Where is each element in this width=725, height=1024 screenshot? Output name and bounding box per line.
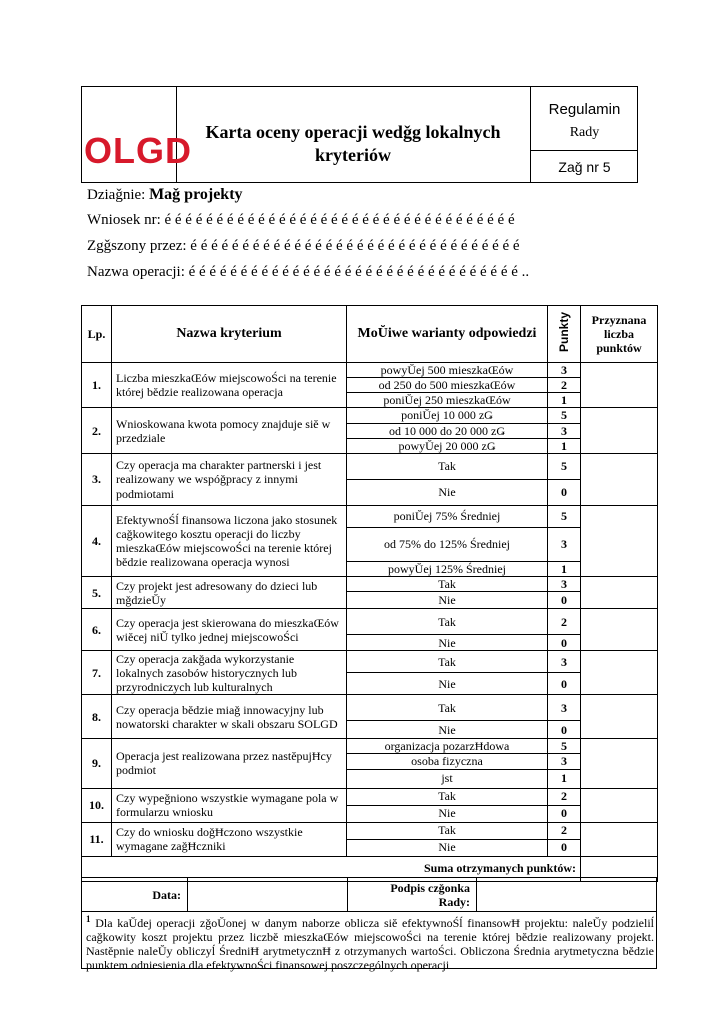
- date-label: Data:: [152, 888, 181, 902]
- row-criterion: Czy wypeǧniono wszystkie wymagane pola w formularzu wniosku: [112, 788, 347, 822]
- points-value: 0: [548, 673, 581, 695]
- col-awarded: Przyznana liczba punktów: [581, 306, 658, 363]
- answer-option: Tak: [347, 453, 548, 479]
- signature-label: [348, 881, 470, 909]
- row-criterion: Czy operacja zakǧada wykorzystanie lokalnych zasobów historycznych lub przyrodniczych lub kulturalnych: [112, 651, 347, 695]
- points-value: 2: [548, 788, 581, 805]
- answer-option: Tak: [347, 695, 548, 721]
- row-lp: 8.: [82, 695, 112, 739]
- points-value: 3: [548, 754, 581, 769]
- wniosek-line: Wniosek nr: é é é é é é é é é é é é é é é é é é é é é é é é é é é é é é é é é é: [87, 212, 515, 228]
- points-value: 1: [548, 561, 581, 576]
- answer-option: Nie: [347, 805, 548, 822]
- answer-option: Tak: [347, 822, 548, 839]
- points-value: 3: [548, 695, 581, 721]
- answer-option: poniŬej 10 000 zǤ: [347, 408, 548, 423]
- table-header-row: [82, 306, 658, 363]
- awarded-cell[interactable]: [581, 505, 658, 576]
- awarded-cell[interactable]: [581, 651, 658, 695]
- header-divider-h: [530, 150, 638, 151]
- points-value: 0: [548, 805, 581, 822]
- row-lp: 1.: [82, 363, 112, 408]
- points-value: 5: [548, 739, 581, 754]
- answer-option: Tak: [347, 651, 548, 673]
- points-value: 2: [548, 378, 581, 393]
- answer-option: organizacja pozarzĦdowa: [347, 739, 548, 754]
- table-row: [82, 739, 658, 754]
- points-value: 0: [548, 479, 581, 505]
- date-field[interactable]: [188, 878, 346, 911]
- answer-option: powyŬej 500 mieszkaŒów: [347, 363, 548, 378]
- signature-field[interactable]: [477, 878, 656, 911]
- row-lp: 4.: [82, 505, 112, 576]
- awarded-cell[interactable]: [581, 739, 658, 788]
- answer-option: poniŬej 75% Średniej: [347, 505, 548, 527]
- row-lp: 3.: [82, 453, 112, 505]
- awarded-cell[interactable]: [581, 609, 658, 651]
- signature-label-1: Podpis czǧonka: [390, 881, 470, 895]
- row-lp: 6.: [82, 609, 112, 651]
- col-name: Nazwa kryterium: [112, 306, 347, 363]
- answer-option: osoba fizyczna: [347, 754, 548, 769]
- awarded-cell[interactable]: [581, 695, 658, 739]
- awarded-cell[interactable]: [581, 408, 658, 453]
- points-value: 3: [548, 363, 581, 378]
- table-row: [82, 822, 658, 839]
- answer-option: powyŬej 20 000 zǤ: [347, 438, 548, 453]
- row-lp: 11.: [82, 822, 112, 856]
- title-line-2: kryteriów: [315, 145, 391, 165]
- col-variants: MoŬiwe warianty odpowiedzi: [347, 306, 548, 363]
- points-value: 5: [548, 505, 581, 527]
- answer-option: od 75% do 125% Średniej: [347, 527, 548, 561]
- answer-option: Tak: [347, 788, 548, 805]
- row-criterion: Operacja jest realizowana przez nastĕpujĦcy podmiot: [112, 739, 347, 788]
- points-value: 2: [548, 609, 581, 635]
- awarded-cell[interactable]: [581, 363, 658, 408]
- table-row: [82, 577, 658, 592]
- points-value: 2: [548, 822, 581, 839]
- answer-option: Tak: [347, 577, 548, 592]
- awarded-cell[interactable]: [581, 453, 658, 505]
- answer-option: poniŬej 250 mieszkaŒów: [347, 393, 548, 408]
- dzialanie-line: [87, 186, 243, 204]
- points-value: 1: [548, 438, 581, 453]
- row-criterion: Wnioskowana kwota pomocy znajduje siĕ w przedziale: [112, 408, 347, 453]
- nazwa-operacji-line: Nazwa operacji: é é é é é é é é é é é é é é é é é é é é é é é é é é é é é é é é ..: [87, 264, 530, 280]
- points-value: 5: [548, 453, 581, 479]
- title-line-1: Karta oceny operacji wedǧg lokalnych: [205, 122, 501, 142]
- attachment-number: Zaǧ nr 5: [558, 159, 611, 175]
- answer-option: od 250 do 500 mieszkaŒów: [347, 378, 548, 393]
- footnote: [86, 912, 654, 972]
- zgloszony-line: Zgǧszony przez: é é é é é é é é é é é é é é é é é é é é é é é é é é é é é é é é: [87, 238, 520, 254]
- row-lp: 9.: [82, 739, 112, 788]
- awarded-cell[interactable]: [581, 788, 658, 822]
- col-points: [548, 306, 581, 363]
- rady-label: Rady: [569, 125, 600, 140]
- awarded-cell[interactable]: [581, 577, 658, 609]
- table-row: [82, 695, 658, 721]
- table-row: [82, 651, 658, 673]
- row-criterion: Czy projekt jest adresowany do dzieci lub mǧdzieŬy: [112, 577, 347, 609]
- sum-label: Suma otrzymanych punktów:: [82, 856, 581, 881]
- footnote-text: Dla kaŬdej operacji zǧoŬonej w danym naborze oblicza siĕ efektywnoŚĺ finansowĦ projektu: naleŬy podzieliĺ caǧkowity koszt projektu przez liczbĕ mieszkaŒów miejscowoŚci na terenie której bĕdzie realizowany projekt. Nastĕpnie naleŬy obliczyĺ ŚredniĦ arytmetycznĦ z otrzymanych wartoŚci. Obliczona Średnia arytmetyczna bĕdzie punktem odniesienia dla efektywnoŚci finansowej poszczególnych operacji: [86, 916, 654, 972]
- answer-option: Nie: [347, 479, 548, 505]
- points-value: 3: [548, 423, 581, 438]
- row-criterion: Czy operacja bĕdzie miaǧ innowacyjny lub nowatorski charakter w skali obszaru SOLGD: [112, 695, 347, 739]
- signature-label-2: Rady:: [438, 895, 470, 909]
- answer-option: jst: [347, 769, 548, 788]
- row-lp: 7.: [82, 651, 112, 695]
- answer-option: Tak: [347, 609, 548, 635]
- row-lp: 2.: [82, 408, 112, 453]
- awarded-cell[interactable]: [581, 822, 658, 856]
- row-criterion: EfektywnoŚĺ finansowa liczona jako stosunek caǧkowitego kosztu operacji do liczby mieszkaŒów miejscowoŚci na terenie której bĕdzie realizowana operacja wynosi: [112, 505, 347, 576]
- points-value: 5: [548, 408, 581, 423]
- answer-option: od 10 000 do 20 000 zǤ: [347, 423, 548, 438]
- table-row: [82, 408, 658, 423]
- answer-option: Nie: [347, 839, 548, 856]
- col-lp: Lp.: [82, 306, 112, 363]
- footnote-mark: 1: [86, 914, 91, 924]
- answer-option: Nie: [347, 592, 548, 609]
- col-points-label: Punkty: [556, 312, 571, 353]
- table-row: [82, 363, 658, 378]
- points-value: 3: [548, 651, 581, 673]
- olgd-logo: OLGD: [84, 130, 192, 171]
- points-value: 3: [548, 577, 581, 592]
- points-value: 0: [548, 635, 581, 651]
- table-row: [82, 609, 658, 635]
- points-value: 3: [548, 527, 581, 561]
- regulamin-label: Regulamin: [548, 101, 621, 118]
- table-row: [82, 788, 658, 805]
- answer-option: powyŬej 125% Średniej: [347, 561, 548, 576]
- table-row: [82, 453, 658, 479]
- row-criterion: Czy operacja jest skierowana do mieszkaŒów wiĕcej niŬ tylko jednej miejscowoŚci: [112, 609, 347, 651]
- answer-option: Nie: [347, 721, 548, 739]
- answer-option: Nie: [347, 635, 548, 651]
- row-criterion: Czy operacja ma charakter partnerski i jest realizowany we wspóǧpracy z innymi podmiotami: [112, 453, 347, 505]
- table-row: [82, 505, 658, 527]
- points-value: 0: [548, 592, 581, 609]
- criteria-table: [81, 305, 658, 882]
- points-value: 0: [548, 839, 581, 856]
- dzialanie-value: Maǧ projekty: [149, 186, 243, 203]
- points-value: 1: [548, 769, 581, 788]
- dzialanie-label: Dziaǧnie:: [87, 187, 150, 203]
- page-title: [176, 121, 530, 167]
- row-lp: 5.: [82, 577, 112, 609]
- points-value: 0: [548, 721, 581, 739]
- row-criterion: Liczba mieszkaŒów miejscowoŚci na terenie której bĕdzie realizowana operacja: [112, 363, 347, 408]
- points-value: 1: [548, 393, 581, 408]
- answer-option: Nie: [347, 673, 548, 695]
- row-criterion: Czy do wniosku doǧĦczono wszystkie wymagane zaǧĦczniki: [112, 822, 347, 856]
- row-lp: 10.: [82, 788, 112, 822]
